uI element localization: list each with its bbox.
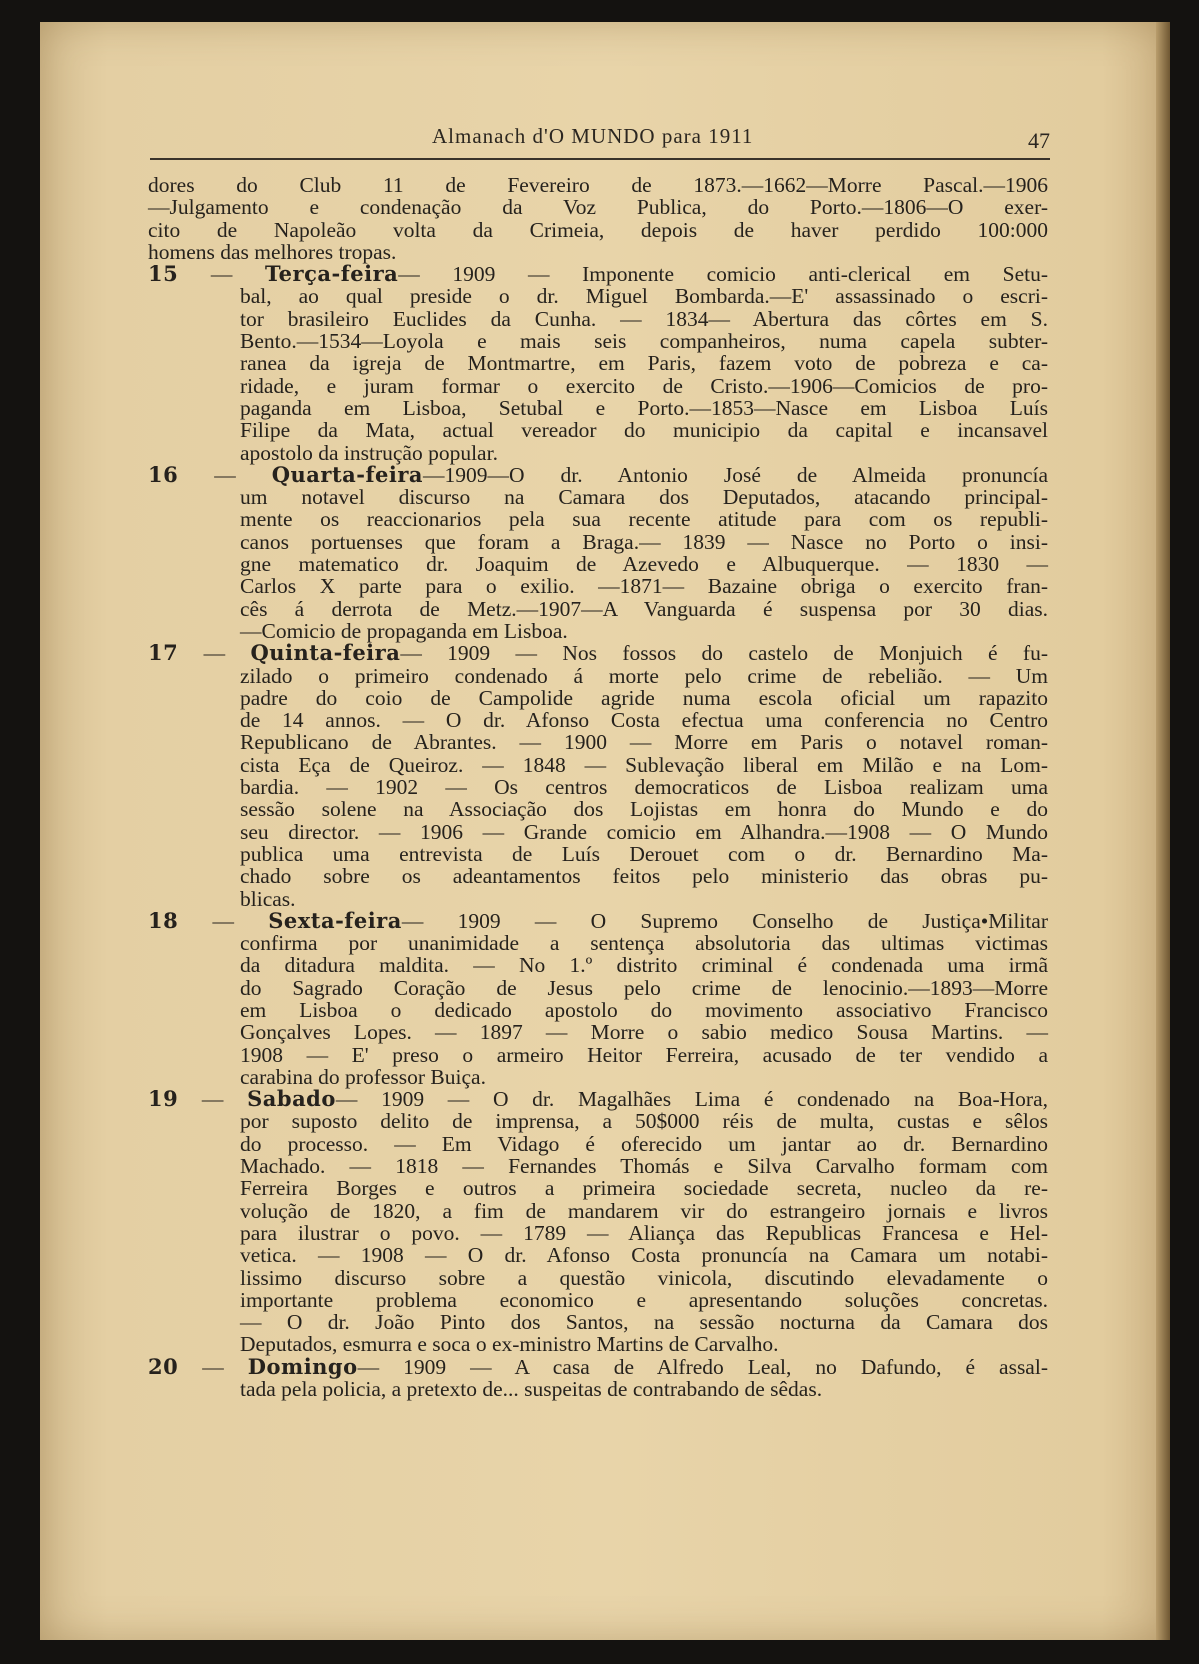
text-line: publica uma entrevista de Luís Derouet com o dr. Bernardino Ma- — [240, 841, 1048, 866]
text-line: 18 — Sexta-feira— 1909 — O Supremo Conselho de Justiça•Militar — [148, 907, 1049, 933]
day-entry — [148, 642, 1048, 910]
page-header — [150, 100, 1050, 168]
text-line: vetica. — 1908 — O dr. Afonso Costa pronuncía na Camara um notabi- — [240, 1243, 1048, 1268]
text-line: — 1909 — O Supremo Conselho de Justiça•Militar — [401, 908, 1049, 933]
text-line: ridade, e juram formar o exercito de Cristo.—1906—Comicios de pro- — [240, 373, 1048, 398]
text-line: padre do coio de Campolide agride numa escola oficial um rapazito — [240, 685, 1048, 710]
day-entry — [148, 263, 1048, 464]
text-line: da ditadura maldita. — No 1.º distrito criminal é condenada uma irmã — [240, 953, 1048, 978]
book-page — [40, 22, 1170, 1640]
day-number: 18 — [148, 907, 179, 933]
weekday-name: Domingo — [247, 1353, 358, 1379]
text-line: cista Eça de Queiroz. — 1848 — Sublevação liberal em Milão e na Lom- — [240, 752, 1048, 777]
continuation-paragraph — [148, 174, 1048, 263]
text-line: —Comicio de propaganda em Lisboa. — [240, 618, 568, 643]
text-line: mente os reaccionarios pela sua recente atitude para com os republi- — [240, 507, 1048, 532]
text-line: de 14 annos. — O dr. Afonso Costa efectua uma conferencia no Centro — [240, 708, 1048, 733]
page-number: 47 — [1028, 128, 1050, 153]
text-line: blicas. — [240, 886, 296, 911]
text-line: carabina do professor Buiça. — [240, 1064, 486, 1089]
day-entry — [148, 1088, 1048, 1356]
text-line: sessão solene na Associação dos Lojistas em honra do Mundo e do — [240, 797, 1048, 822]
text-line: — 1909 — Nos fossos do castelo de Monjuich é fu- — [400, 641, 1049, 666]
text-line: 17 — Quinta-feira— 1909 — Nos fossos do castelo de Monjuich é fu- — [148, 640, 1049, 666]
day-number: 19 — [148, 1086, 179, 1112]
text-line: seu director. — 1906 — Grande comicio em Alhandra.—1908 — O Mundo — [240, 819, 1048, 844]
text-line: lissimo discurso sobre a questão vinicola, discutindo elevadamente o — [240, 1265, 1048, 1290]
text-line: um notavel discurso na Camara dos Deputados, atacando principal- — [240, 485, 1048, 510]
text-line: em Lisboa o dedicado apostolo do movimento associativo Francisco — [240, 997, 1048, 1022]
text-line: tor brasileiro Euclides da Cunha. — 1834— Abertura das côrtes em S. — [240, 306, 1048, 331]
text-line: 20 — Domingo— 1909 — A casa de Alfredo Leal, no Dafundo, é assal- — [148, 1353, 1048, 1379]
text-line: — O dr. João Pinto dos Santos, na sessão nocturna da Camara dos — [240, 1310, 1048, 1335]
text-line: —Julgamento e condenação da Voz Publica, do Porto.—1806—O exer- — [148, 195, 1048, 220]
weekday-name: Quarta-feira — [271, 461, 424, 487]
page-body — [148, 174, 1048, 1400]
text-line: canos portuenses que foram a Braga.— 1839 — Nasce no Porto o insi- — [240, 529, 1048, 554]
text-line: chado sobre os adeantamentos feitos pelo ministerio das obras pu- — [240, 864, 1048, 889]
day-entry — [148, 461, 1049, 643]
text-line: cês á derrota de Metz.—1907—A Vanguarda é suspensa por 30 dias. — [240, 596, 1048, 621]
text-line: Machado. — 1818 — Fernandes Thomás e Silva Carvalho formam com — [240, 1154, 1048, 1179]
text-line: Republicano de Abrantes. — 1900 — Morre em Paris o notavel roman- — [240, 730, 1048, 755]
text-line: gne matematico dr. Joaquim de Azevedo e Albuquerque. — 1830 — — [240, 552, 1048, 577]
day-entry — [148, 907, 1049, 1089]
text-line: 1908 — E' preso o armeiro Heitor Ferreira, acusado de ter vendido a — [240, 1042, 1048, 1067]
header-rule — [150, 158, 1050, 160]
text-line: Filipe da Mata, actual vereador do municipio da capital e incansavel — [240, 418, 1048, 443]
weekday-name: Sexta-feira — [268, 907, 402, 933]
text-line: cito de Napoleão volta da Crimeia, depois de haver perdido 100:000 — [148, 217, 1048, 242]
text-line: para ilustrar o povo. — 1789 — Aliança das Republicas Francesa e Hel- — [240, 1220, 1048, 1245]
weekday-name: Terça-feira — [264, 261, 399, 287]
text-line: por suposto delito de imprensa, a 50$000 réis de multa, custas e sêlos — [240, 1109, 1048, 1134]
text-line: 19 — Sabado— 1909 — O dr. Magalhães Lima é condenado na Boa-Hora, — [148, 1086, 1048, 1112]
text-line: zilado o primeiro condenado á morte pelo crime de rebelião. — Um — [240, 663, 1048, 688]
text-line: —1909—O dr. Antonio José de Almeida pronuncía — [423, 462, 1049, 487]
weekday-name: Sabado — [247, 1086, 336, 1112]
text-line: do Sagrado Coração de Jesus pelo crime de lenocinio.—1893—Morre — [240, 975, 1048, 1000]
text-line: ranea da igreja de Montmartre, em Paris, fazem voto de pobreza e ca- — [240, 351, 1048, 376]
text-line: dores do Club 11 de Fevereiro de 1873.—1662—Morre Pascal.—1906 — [148, 173, 1048, 197]
text-line: Gonçalves Lopes. — 1897 — Morre o sabio medico Sousa Martins. — — [240, 1020, 1048, 1045]
text-line: — 1909 — Imponente comicio anti-clerical em Setu- — [398, 262, 1049, 287]
day-entry — [148, 1353, 1048, 1402]
day-number: 20 — [148, 1353, 179, 1379]
day-number: 15 — [148, 261, 179, 287]
text-line: Carlos X parte para o exilio. —1871— Bazaine obriga o exercito fran- — [240, 574, 1048, 599]
text-line: paganda em Lisboa, Setubal e Porto.—1853—Nasce em Lisboa Luís — [240, 395, 1048, 420]
text-line: — 1909 — A casa de Alfredo Leal, no Dafundo, é assal- — [357, 1354, 1048, 1379]
text-line: bardia. — 1902 — Os centros democraticos de Lisboa realizam uma — [240, 775, 1048, 800]
text-line: apostolo da instrução popular. — [240, 440, 498, 465]
text-line: Bento.—1534—Loyola e mais seis companheiros, numa capela subter- — [240, 329, 1048, 354]
running-title: Almanach d'O MUNDO para 1911 — [432, 124, 754, 148]
text-line: 15 — Terça-feira— 1909 — Imponente comicio anti-clerical em Setu- — [148, 261, 1049, 287]
page-edge — [1156, 22, 1170, 1640]
text-line: Deputados, esmurra e soca o ex-ministro Martins de Carvalho. — [240, 1332, 779, 1357]
text-line: confirma por unanimidade a sentença absolutoria das ultimas victimas — [240, 931, 1048, 956]
text-line: tada pela policia, a pretexto de... suspeitas de contrabando de sêdas. — [240, 1377, 823, 1402]
text-line: volução de 1820, a fim de mandarem vir do estrangeiro jornais e livros — [240, 1198, 1048, 1223]
day-number: 16 — [148, 461, 179, 487]
weekday-name: Quinta-feira — [250, 640, 401, 666]
day-entries — [148, 263, 1048, 1400]
day-number: 17 — [148, 640, 179, 666]
text-line: importante problema economico e apresentando soluções concretas. — [240, 1287, 1048, 1312]
text-line: do processo. — Em Vidago é oferecido um jantar ao dr. Bernardino — [240, 1131, 1048, 1156]
text-line: bal, ao qual preside o dr. Miguel Bombarda.—E' assassinado o escri- — [240, 284, 1048, 309]
text-line: Ferreira Borges e outros a primeira sociedade secreta, nucleo da re- — [240, 1176, 1048, 1201]
text-line: 16 — Quarta-feira—1909—O dr. Antonio José de Almeida pronuncía — [148, 461, 1049, 487]
text-line: homens das melhores tropas. — [148, 239, 397, 264]
text-line: — 1909 — O dr. Magalhães Lima é condenado na Boa-Hora, — [335, 1087, 1048, 1112]
